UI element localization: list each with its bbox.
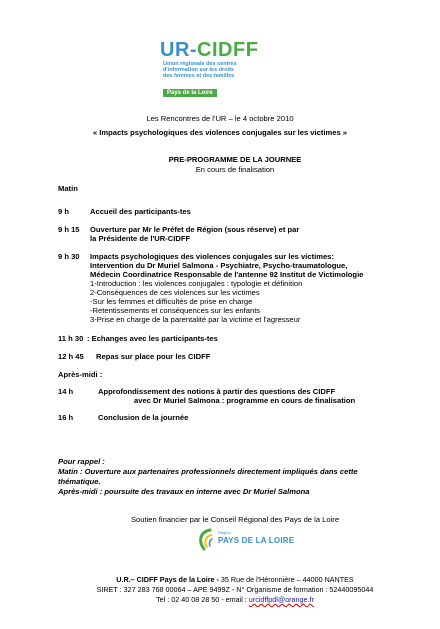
item-time: 16 h <box>58 413 74 422</box>
footer-line1: U.R.– CIDFF Pays de la Loire - 35 Rue de l'Héronnière – 44000 NANTES <box>116 575 354 584</box>
item-time: 9 h 30 <box>58 252 80 261</box>
program-title: PRE-PROGRAMME DE LA JOURNEE <box>168 155 302 164</box>
region-logo-text: PAYS DE LA LOIRE <box>218 536 295 545</box>
reminder-line1: Matin : Ouverture aux partenaires professionnels directement impliqués dans cette <box>58 467 358 476</box>
reminder-line2: thématique. <box>58 477 101 486</box>
item-time: 12 h 45 <box>58 352 84 361</box>
footer-line3: Tel : 02 40 08 28 50 - email : urcidffpdl@orange.fr <box>156 595 314 604</box>
item-text: Conclusion de la journée <box>98 413 189 422</box>
footer-line2: SIRET : 327 283 768 00064 – APE 9499Z - N° Organisme de formation : 52440095044 <box>96 585 374 594</box>
item-text: avec Dr Muriel Salmona : programme en cours de finalisation <box>134 396 356 405</box>
logo-wordmark: UR-CIDFF <box>160 39 259 61</box>
header-line2: « Impacts psychologiques des violences conjugales sur les victimes » <box>92 128 348 137</box>
item-time: 14 h <box>58 387 74 396</box>
item-time: 11 h 30 <box>58 334 84 343</box>
item-text: la Présidente de l'UR-CIDFF <box>90 234 191 243</box>
reminder-line3: Après-midi : poursuite des travaux en interne avec Dr Muriel Salmona <box>58 487 310 496</box>
logo-subtitle: Union régionale des centres d'information sur les droits des femmes et des familles <box>163 61 237 80</box>
email-link[interactable]: urcidffpdl@orange.fr <box>248 595 314 604</box>
program-subtitle: En cours de finalisation <box>195 165 275 174</box>
region-swirl-icon <box>196 527 214 553</box>
item-text: -Retentissements et conséquences sur les enfants <box>90 306 261 315</box>
logo-badge: Pays de la Loire <box>163 89 217 97</box>
item-text: Impacts psychologiques des violences conjugales sur les victimes: <box>90 252 334 261</box>
reminder-title: Pour rappel : <box>58 457 105 466</box>
item-text: Ouverture par Mr le Préfet de Région (sous réserve) et par <box>90 225 300 234</box>
item-text: -Sur les femmes et difficultés de prise en charge <box>90 297 253 306</box>
item-text: 2-Conséquences de ces violences sur les victimes <box>90 288 260 297</box>
afternoon-label: Après-midi : <box>58 370 103 379</box>
item-text: Approfondissement des notions à partir des questions des CIDFF <box>98 387 336 396</box>
item-text: : Echanges avec les participants-tes <box>87 334 218 343</box>
item-time: 9 h 15 <box>58 225 80 234</box>
item-text: 3-Prise en charge de la parentalité par la victime et l'agresseur <box>90 315 301 324</box>
item-text: Médecin Coordinatrice Responsable de l'antenne 92 Institut de Victimologie <box>90 270 364 279</box>
item-time: 9 h <box>58 207 69 216</box>
header-line1: Les Rencontres de l'UR – le 4 octobre 2010 <box>146 114 294 123</box>
item-text: Intervention du Dr Muriel Salmona - Psychiatre, Psycho-traumatologue, <box>90 261 348 270</box>
morning-label: Matin <box>58 184 78 193</box>
item-text: Accueil des participants-tes <box>90 207 191 216</box>
item-text: 1-Introduction : les violences conjugales : typologie et définition <box>90 279 303 288</box>
urcidff-logo <box>160 40 290 99</box>
item-text: Repas sur place pour les CIDFF <box>96 352 211 361</box>
region-logo: Région PAYS DE LA LOIRE <box>196 527 306 553</box>
funding-text: Soutien financier par le Conseil Régional des Pays de la Loire <box>130 515 340 524</box>
